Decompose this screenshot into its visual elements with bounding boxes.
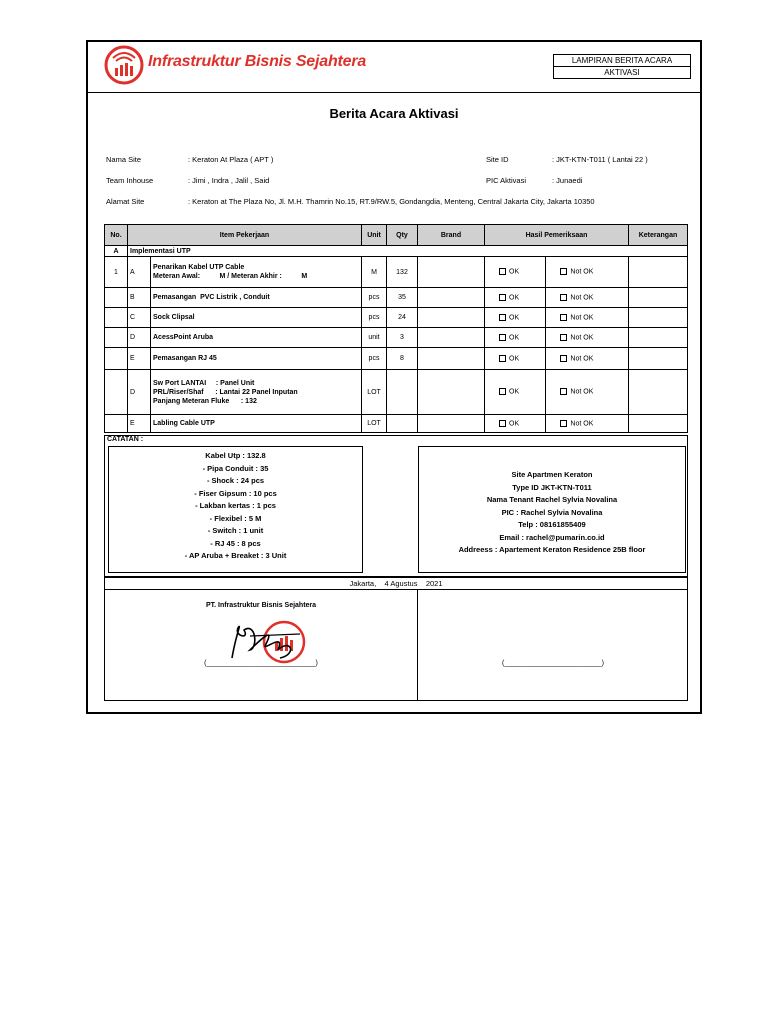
date-divider	[105, 589, 687, 590]
not-ok-label: Not OK	[570, 388, 594, 396]
site-info-line: Email : rachel@pumarin.co.id	[499, 532, 605, 542]
cell-item: Sock Clipsal	[151, 308, 362, 328]
cell-ok	[485, 328, 546, 348]
cell-not-ok	[546, 308, 629, 328]
lampiran-label: LAMPIRAN BERITA ACARA	[571, 56, 673, 65]
site-info-line: PIC : Rachel Sylvia Novalina	[501, 507, 603, 517]
date-day-month: 4 Agustus	[384, 579, 418, 588]
cell-unit: pcs	[362, 288, 387, 308]
col-item: Item Pekerjaan	[128, 225, 362, 246]
note-line: - Flexibel : 5 M	[209, 513, 262, 523]
company-logo-icon	[103, 44, 145, 86]
ok-label: OK	[509, 314, 520, 322]
note-line: - AP Aruba + Breaket : 3 Unit	[184, 551, 287, 560]
not-ok-checkbox[interactable]	[560, 268, 567, 275]
cell-keterangan	[629, 288, 688, 308]
table-row	[105, 370, 688, 415]
cell-unit: LOT	[362, 370, 387, 415]
table-row	[105, 257, 688, 288]
cell-code: E	[128, 415, 151, 433]
cell-keterangan	[629, 415, 688, 433]
col-hasil: Hasil Pemeriksaan	[485, 225, 629, 246]
cell-no	[105, 348, 128, 370]
not-ok-checkbox[interactable]	[560, 420, 567, 427]
not-ok-label: Not OK	[570, 420, 594, 428]
table-row	[105, 308, 688, 328]
cell-qty: 132	[387, 257, 418, 288]
table-row	[105, 348, 688, 370]
signature-section	[104, 577, 688, 701]
section-row	[105, 246, 688, 257]
section-no: A	[105, 246, 128, 257]
cell-not-ok	[546, 288, 629, 308]
ok-checkbox[interactable]	[499, 420, 506, 427]
cell-unit: LOT	[362, 415, 387, 433]
cell-ok	[485, 370, 546, 415]
note-line: - Lakban kertas : 1 pcs	[195, 501, 276, 510]
signer-company: PT. Infrastruktur Bisnis Sejahtera	[205, 602, 317, 609]
not-ok-checkbox[interactable]	[560, 294, 567, 301]
cell-not-ok	[546, 348, 629, 370]
cell-ok	[485, 348, 546, 370]
cell-code: E	[128, 348, 151, 370]
cell-ok	[485, 415, 546, 433]
cell-no	[105, 288, 128, 308]
ok-checkbox[interactable]	[499, 334, 506, 341]
note-line: - Pipa Conduit : 35	[202, 463, 269, 473]
aktivasi-label: AKTIVASI	[554, 66, 690, 78]
cell-no	[105, 328, 128, 348]
date-line	[105, 579, 687, 588]
ok-checkbox[interactable]	[499, 268, 506, 275]
pic-value: : Junaedi	[552, 176, 583, 185]
cell-not-ok	[546, 370, 629, 415]
col-qty: Qty	[387, 225, 418, 246]
nama-site-value: : Keraton At Plaza ( APT )	[188, 155, 274, 164]
cell-item: Penarikan Kabel UTP Cable Meteran Awal: M / Meteran Akhir : M	[151, 257, 362, 288]
note-line: - Fiser Gipsum : 10 pcs	[194, 488, 277, 498]
cell-keterangan	[629, 308, 688, 328]
team-value: : Jimi , Indra , Jalil , Said	[188, 176, 270, 185]
cell-unit: M	[362, 257, 387, 288]
cell-item: Labling Cable UTP	[151, 415, 362, 433]
note-line: - Switch : 1 unit	[207, 526, 264, 535]
cell-keterangan	[629, 348, 688, 370]
alamat-value: : Keraton at The Plaza No, Jl. M.H. Thamrin No.15, RT.9/RW.5, Gondangdia, Menteng, Central Jakarta City, Jakarta 10350	[188, 197, 595, 206]
date-city: Jakarta,	[349, 579, 377, 588]
cell-unit: pcs	[362, 348, 387, 370]
attachment-box	[553, 54, 691, 79]
ok-checkbox[interactable]	[499, 388, 506, 395]
ok-checkbox[interactable]	[499, 314, 506, 321]
site-info-line: Nama Tenant Rachel Sylvia Novalina	[486, 495, 618, 504]
table-row	[105, 415, 688, 433]
document-frame	[86, 40, 702, 714]
cell-not-ok	[546, 328, 629, 348]
not-ok-label: Not OK	[570, 314, 594, 322]
col-brand: Brand	[418, 225, 485, 246]
site-info-line: Telp : 08161855409	[518, 520, 586, 529]
ok-label: OK	[509, 388, 520, 396]
not-ok-checkbox[interactable]	[560, 355, 567, 362]
note-line: - Shock : 24 pcs	[206, 476, 265, 485]
cell-ok	[485, 257, 546, 288]
cell-brand	[418, 370, 485, 415]
cell-code: D	[128, 370, 151, 415]
col-no: No.	[105, 225, 128, 246]
site-info-box	[418, 446, 686, 573]
left-signature-line: (____________________________)	[204, 660, 318, 667]
cell-code: D	[128, 328, 151, 348]
document-title: Berita Acara Aktivasi	[329, 106, 459, 121]
notes-box	[108, 446, 363, 573]
cell-no	[105, 308, 128, 328]
note-line: Kabel Utp : 132.8	[205, 451, 266, 460]
signature-divider	[417, 589, 418, 701]
ok-checkbox[interactable]	[499, 294, 506, 301]
cell-keterangan	[629, 370, 688, 415]
header-divider	[88, 92, 700, 93]
ok-label: OK	[509, 294, 520, 302]
site-info-line: Addreess : Apartement Keraton Residence 25B floor	[458, 545, 646, 554]
not-ok-checkbox[interactable]	[560, 334, 567, 341]
team-label: Team Inhouse	[106, 176, 154, 185]
cell-brand	[418, 415, 485, 433]
not-ok-checkbox[interactable]	[560, 314, 567, 321]
not-ok-label: Not OK	[570, 268, 594, 276]
cell-no	[105, 415, 128, 433]
cell-qty: 24	[387, 308, 418, 328]
cell-ok	[485, 288, 546, 308]
table-row	[105, 328, 688, 348]
cell-ok	[485, 308, 546, 328]
company-name: Infrastruktur Bisnis Sejahtera	[148, 53, 367, 70]
site-info-line: Site Apartmen Keraton	[511, 470, 593, 479]
cell-code: C	[128, 308, 151, 328]
catatan-section	[104, 435, 688, 577]
cell-brand	[418, 348, 485, 370]
cell-brand	[418, 308, 485, 328]
cell-item: Pemasangan PVC Listrik , Conduit	[151, 288, 362, 308]
cell-item: Sw Port LANTAI : Panel Unit PRL/Riser/Shaf : Lantai 22 Panel Inputan Panjang Meteran Fluke : 132	[151, 370, 362, 415]
note-line: - RJ 45 : 8 pcs	[210, 538, 261, 548]
cell-keterangan	[629, 328, 688, 348]
not-ok-label: Not OK	[570, 334, 594, 342]
section-title: Implementasi UTP	[128, 246, 688, 257]
ok-checkbox[interactable]	[499, 355, 506, 362]
ok-label: OK	[509, 334, 520, 342]
site-id-value: : JKT-KTN-T011 ( Lantai 22 )	[552, 155, 648, 164]
ok-label: OK	[509, 355, 520, 363]
ok-label: OK	[509, 420, 520, 428]
cell-keterangan	[629, 257, 688, 288]
site-info-line: Type ID JKT-KTN-T011	[512, 482, 592, 492]
not-ok-label: Not OK	[570, 355, 594, 363]
cell-brand	[418, 288, 485, 308]
right-signature-line: (_________________________)	[502, 660, 604, 667]
cell-qty: 3	[387, 328, 418, 348]
not-ok-checkbox[interactable]	[560, 388, 567, 395]
cell-qty: 35	[387, 288, 418, 308]
cell-code: A	[128, 257, 151, 288]
cell-unit: unit	[362, 328, 387, 348]
cell-qty	[387, 415, 418, 433]
col-keterangan: Keterangan	[629, 225, 688, 246]
cell-no: 1	[105, 257, 128, 288]
work-items-table	[104, 224, 688, 433]
date-year: 2021	[425, 579, 443, 588]
cell-brand	[418, 257, 485, 288]
cell-item: AcessPoint Aruba	[151, 328, 362, 348]
cell-item: Pemasangan RJ 45	[151, 348, 362, 370]
cell-brand	[418, 328, 485, 348]
cell-code: B	[128, 288, 151, 308]
site-id-label: Site ID	[486, 155, 509, 164]
cell-not-ok	[546, 415, 629, 433]
cell-no	[105, 370, 128, 415]
col-unit: Unit	[362, 225, 387, 246]
catatan-label: CATATAN :	[107, 436, 144, 443]
ok-label: OK	[509, 268, 520, 276]
cell-qty: 8	[387, 348, 418, 370]
table-row	[105, 288, 688, 308]
not-ok-label: Not OK	[570, 294, 594, 302]
cell-unit: pcs	[362, 308, 387, 328]
cell-not-ok	[546, 257, 629, 288]
pic-label: PIC Aktivasi	[486, 176, 527, 185]
cell-qty	[387, 370, 418, 415]
nama-site-label: Nama Site	[106, 155, 142, 164]
alamat-label: Alamat Site	[106, 197, 145, 206]
